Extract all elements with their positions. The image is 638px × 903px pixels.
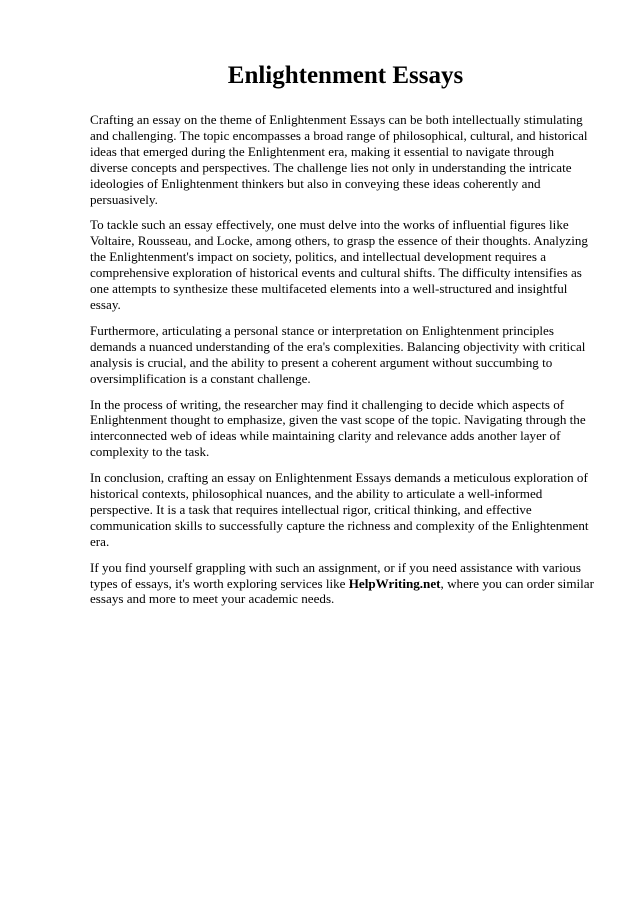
document-title: Enlightenment Essays xyxy=(227,62,464,89)
paragraph-writing-process: In the process of writing, the researcher may find it challenging to decide which aspects of Enlightenment thought to emphasize, given the vast scope of the topic. Navigating through the interconnected web of ideas while maintaining clarity and relevance adds another layer of complexity to the task. xyxy=(90,396,586,460)
paragraph-intro: Crafting an essay on the theme of Enlightenment Essays can be both intellectually stimulating and challenging. The topic encompasses a broad range of philosophical, cultural, and historical ideas that emerged during the Enlightenment era, making it essential to navigate through diverse concepts and perspectives. The challenge lies not only in understanding the intricate ideologies of Enlightenment thinkers but also in conveying these ideas coherently and persuasively. xyxy=(90,112,588,207)
service-text-after: , where you can order similar essays and more to meet your academic needs. xyxy=(90,575,594,607)
paragraph-approach: To tackle such an essay effectively, one must delve into the works of influential figures like Voltaire, Rousseau, and Locke, among others, to grasp the essence of their thoughts. Analyzing the Enlightenment's impact on society, politics, and intellectual development requires a comprehensive exploration of historical events and cultural shifts. The difficulty intensifies as one attempts to synthesize these multifaceted elements into a well-structured and insightful essay. xyxy=(90,217,588,312)
paragraph-conclusion: In conclusion, crafting an essay on Enlightenment Essays demands a meticulous exploration of historical contexts, philosophical nuances, and the ability to articulate a well-informed perspective. It is a task that requires intellectual rigor, critical thinking, and effective communication skills to successfully capture the richness and complexity of the Enlightenment era. xyxy=(90,470,589,549)
document-page xyxy=(90,58,595,617)
service-link[interactable]: HelpWriting.net xyxy=(348,575,441,591)
paragraph-stance: Furthermore, articulating a personal stance or interpretation on Enlightenment principles demands a nuanced understanding of the era's complexities. Balancing objectivity with critical analysis is crucial, and the ability to present a coherent argument without succumbing to oversimplification is a constant challenge. xyxy=(90,322,586,386)
service-text-before: If you find yourself grappling with such an assignment, or if you need assistance with various types of essays, it's worth exploring services like xyxy=(90,559,581,591)
paragraph-service-mention xyxy=(90,560,595,608)
